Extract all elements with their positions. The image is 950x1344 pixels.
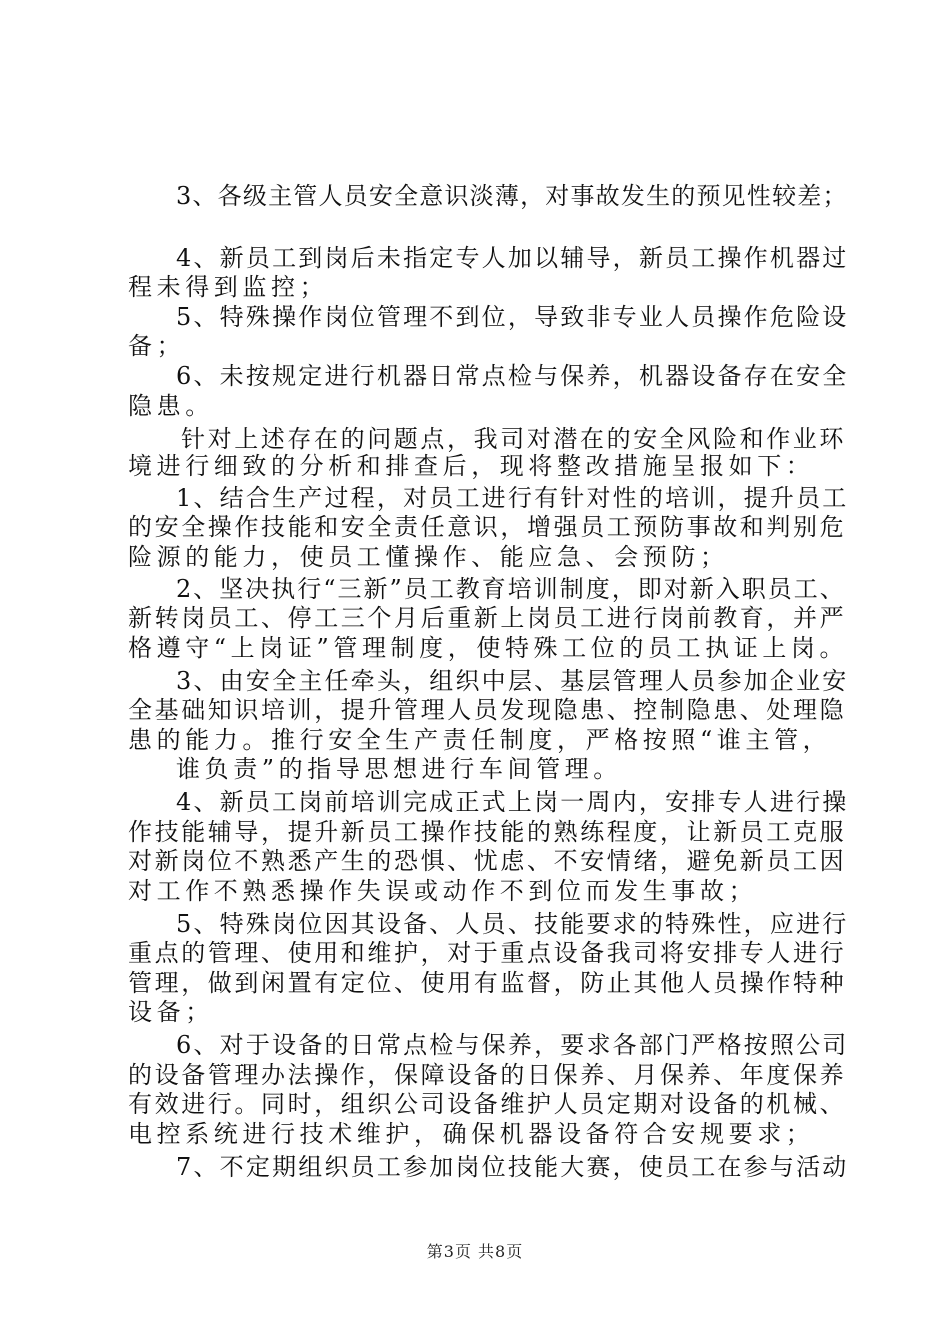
text-line: 6、对于设备的日常点检与保养，要求各部门严格按照公司 bbox=[176, 1031, 849, 1059]
text-line: 针对上述存在的问题点，我司对潜在的安全风险和作业环 bbox=[181, 425, 846, 453]
text-line: 险源的能力，使员工懂操作、能应急、会预防； bbox=[128, 543, 729, 571]
text-line: 7、不定期组织员工参加岗位技能大赛，使员工在参与活动 bbox=[176, 1153, 849, 1181]
text-line: 的安全操作技能和安全责任意识，增强员工预防事故和判别危 bbox=[128, 513, 847, 541]
text-line: 3、由安全主任牵头，组织中层、基层管理人员参加企业安 bbox=[176, 667, 849, 695]
page-footer: 第3页 共8页 bbox=[426, 1242, 524, 1261]
text-line: 3、各级主管人员安全意识淡薄，对事故发生的预见性较差； bbox=[176, 182, 848, 210]
text-line: 的设备管理办法操作，保障设备的日保养、月保养、年度保养 bbox=[128, 1061, 847, 1089]
text-line: 设备； bbox=[128, 998, 214, 1026]
text-line: 对工作不熟悉操作失误或动作不到位而发生事故； bbox=[128, 877, 758, 905]
text-line: 对新岗位不熟悉产生的恐惧、忧虑、不安情绪，避免新员工因 bbox=[128, 847, 847, 875]
text-line: 有效进行。同时，组织公司设备维护人员定期对设备的机械、 bbox=[128, 1090, 847, 1118]
text-line: 管理，做到闲置有定位、使用有监督，防止其他人员操作特种 bbox=[128, 969, 847, 997]
text-line: 境进行细致的分析和排查后，现将整改措施呈报如下： bbox=[128, 452, 815, 480]
text-line: 2、坚决执行“三新”员工教育培训制度，即对新入职员工、 bbox=[176, 575, 846, 603]
text-line: 5、特殊操作岗位管理不到位，导致非专业人员操作危险设 bbox=[176, 303, 849, 331]
text-line: 患的能力。推行安全生产责任制度，严格按照“谁主管， bbox=[128, 726, 832, 754]
text-line: 程未得到监控； bbox=[128, 273, 329, 301]
text-line: 4、新员工岗前培训完成正式上岗一周内，安排专人进行操 bbox=[176, 788, 849, 816]
text-line: 作技能辅导，提升新员工操作技能的熟练程度，让新员工克服 bbox=[128, 818, 847, 846]
text-line: 全基础知识培训，提升管理人员发现隐患、控制隐患、处理隐 bbox=[128, 696, 847, 724]
text-line: 重点的管理、使用和维护，对于重点设备我司将安排专人进行 bbox=[128, 939, 847, 967]
text-line: 新转岗员工、停工三个月后重新上岗员工进行岗前教育，并严 bbox=[128, 604, 847, 632]
text-line: 格遵守“上岗证”管理制度，使特殊工位的员工执证上岗。 bbox=[128, 634, 849, 662]
text-line: 谁负责”的指导思想进行车间管理。 bbox=[176, 755, 622, 783]
text-line: 隐患。 bbox=[128, 392, 214, 420]
text-line: 6、未按规定进行机器日常点检与保养，机器设备存在安全 bbox=[176, 362, 849, 390]
text-line: 4、新员工到岗后未指定专人加以辅导，新员工操作机器过 bbox=[176, 244, 849, 272]
text-line: 5、特殊岗位因其设备、人员、技能要求的特殊性，应进行 bbox=[176, 910, 849, 938]
text-line: 备； bbox=[128, 332, 186, 360]
text-line: 1、结合生产过程，对员工进行有针对性的培训，提升员工 bbox=[176, 484, 849, 512]
text-line: 电控系统进行技术维护，确保机器设备符合安规要求； bbox=[128, 1120, 815, 1148]
